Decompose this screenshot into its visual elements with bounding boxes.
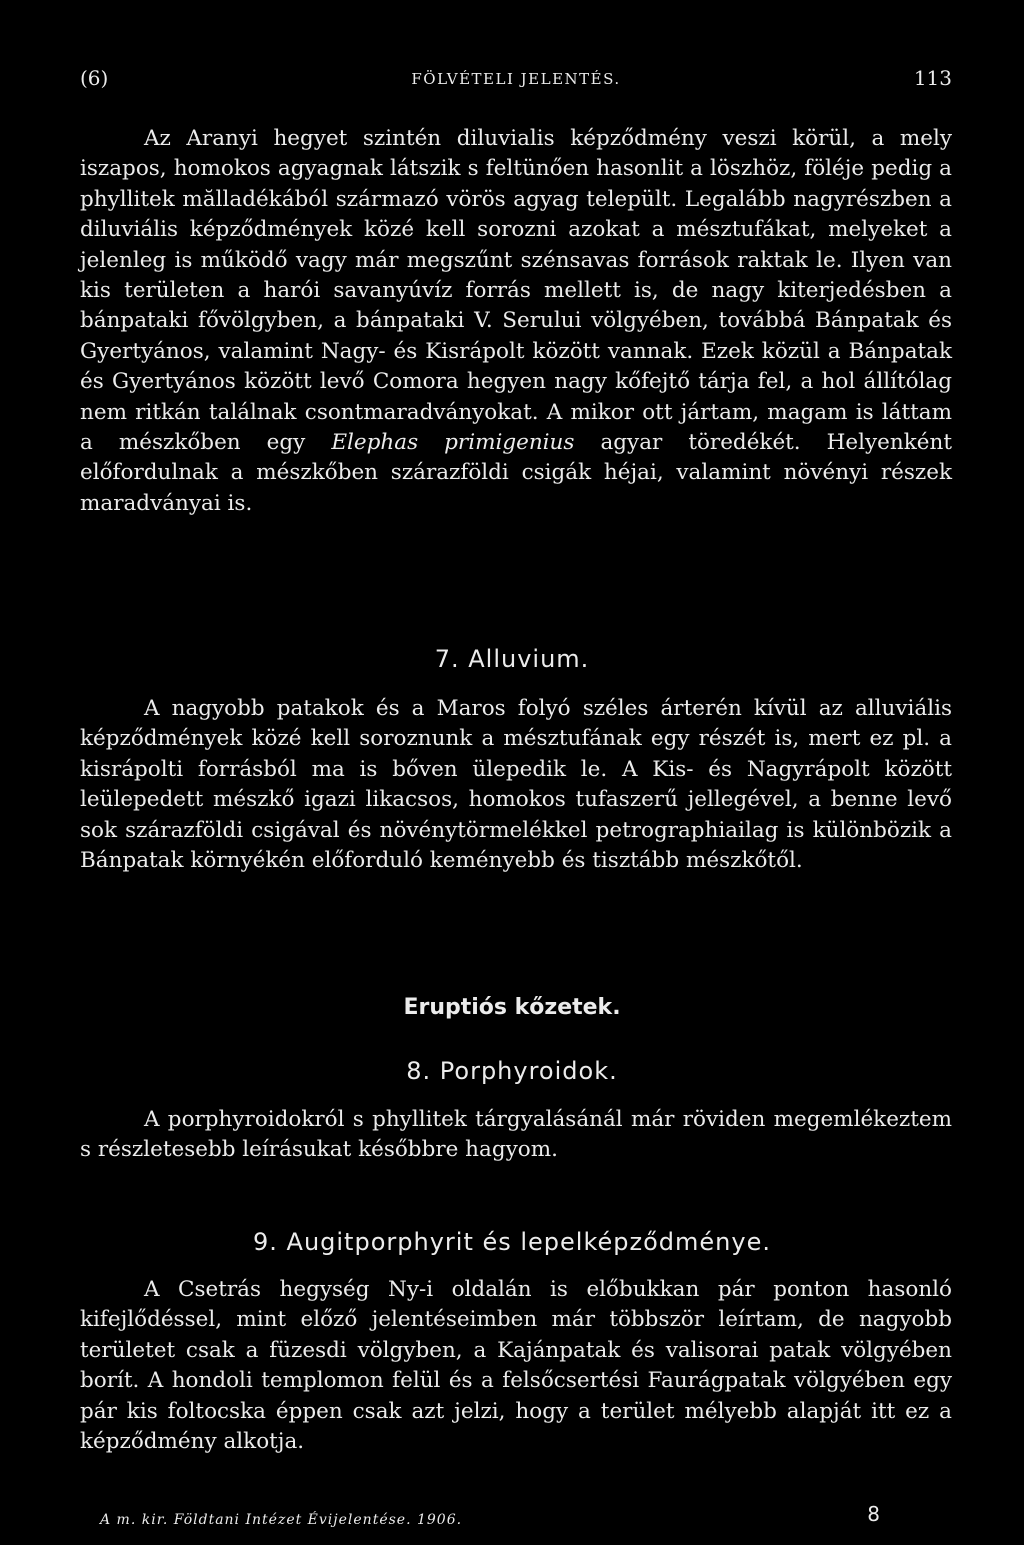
header-section-number: (6) [80,66,109,90]
page-footer [100,1502,880,1534]
page-number: 113 [913,66,952,90]
footer-publication: A m. kir. Földtani Intézet Évijelentése. 1906. [100,1512,463,1528]
paragraph-diluvium [80,124,952,519]
paragraph-alluvium [80,694,952,876]
paragraph-augitporphyrit [80,1275,952,1457]
header-title: FÖLVÉTELI JELENTÉS. [411,70,621,88]
section-heading-eruptive: Eruptiós kőzetek. [403,995,621,1020]
paragraph-text: A Csetrás hegység Ny-i oldalán is előbukkan pár ponton hasonló kifejlődéssel, mint előző jelentéseimben már többször leírtam, de nagyobb területet csak a füzesdi völgyben, a Kajánpatak és valisorai patak völgyében borít. A hondoli templomon felül és a felsőcsertési Faurágpatak völgyében egy pár kis foltocska éppen csak azt jelzi, hogy a terület mélyebb alapját itt ez a képződmény alkotja. [80,1277,952,1455]
paragraph-text: A porphyroidokról s phyllitek tárgyalásánál már röviden megemlékeztem s részletesebb leírásukat későbbre hagyom. [80,1107,952,1163]
signature-mark: 8 [867,1502,880,1526]
section-heading-alluvium: 7. Alluvium. [434,645,590,673]
species-name: Elephas primigenius [331,430,575,456]
paragraph-text: agyar töredékét. Helyenként előfordulnak a mészkőben szárazföldi csigák héjai, valamint növényi részek maradványai is. [80,430,952,516]
paragraph-porphyroid [80,1105,952,1166]
section-heading-porphyroid: 8. Porphyroidok. [406,1057,618,1085]
paragraph-text: A nagyobb patakok és a Maros folyó széles árterén kívül az alluviális képződmények közé kell soroznunk a mésztufának egy részét is, mert ez pl. a kisrápolti forrásból ma is bőven ülepedik le. A Kis- és Nagyrápolt között leülepedett mészkő igazi likacsos, homokos tufaszerű jellegével, a benne levő sok szárazföldi csigával és növénytörmelékkel petrographiailag is különbözik a Bánpatak környékén előforduló keményebb és tisztább mészkőtől. [80,696,952,874]
section-heading-augitporphyrit: 9. Augitporphyrit és lepelképződménye. [253,1228,771,1256]
paragraph-text: Az Aranyi hegyet szintén diluvialis képződmény veszi körül, a mely iszapos, homokos agyagnak látszik s feltünően hasonlit a löszhöz, föléje pedig a phyllitek mălladékából származó vörös agyag települt. Legalább nagyrészben a diluviális képződmények közé kell sorozni azokat a mésztufákat, melyeket a jelenleg is működő vagy már megszűnt szénsavas források raktak le. Ilyen van kis területen a harói savanyúvíz forrás mellett is, de nagy kiterjedésben a bánpataki fővölgyben, a bánpataki V. Serului völgyében, továbbá Bánpatak és Gyertyános, valamint Nagy- és Kisrápolt között vannak. Ezek közül a Bánpatak és Gyertyános között levő Comora hegyen nagy kőfejtő tárja fel, a hol állítólag nem ritkán találnak csontmaradványokat. A mikor ott jártam, magam is láttam a mészkőben egy [80,126,952,456]
running-header [80,66,952,100]
